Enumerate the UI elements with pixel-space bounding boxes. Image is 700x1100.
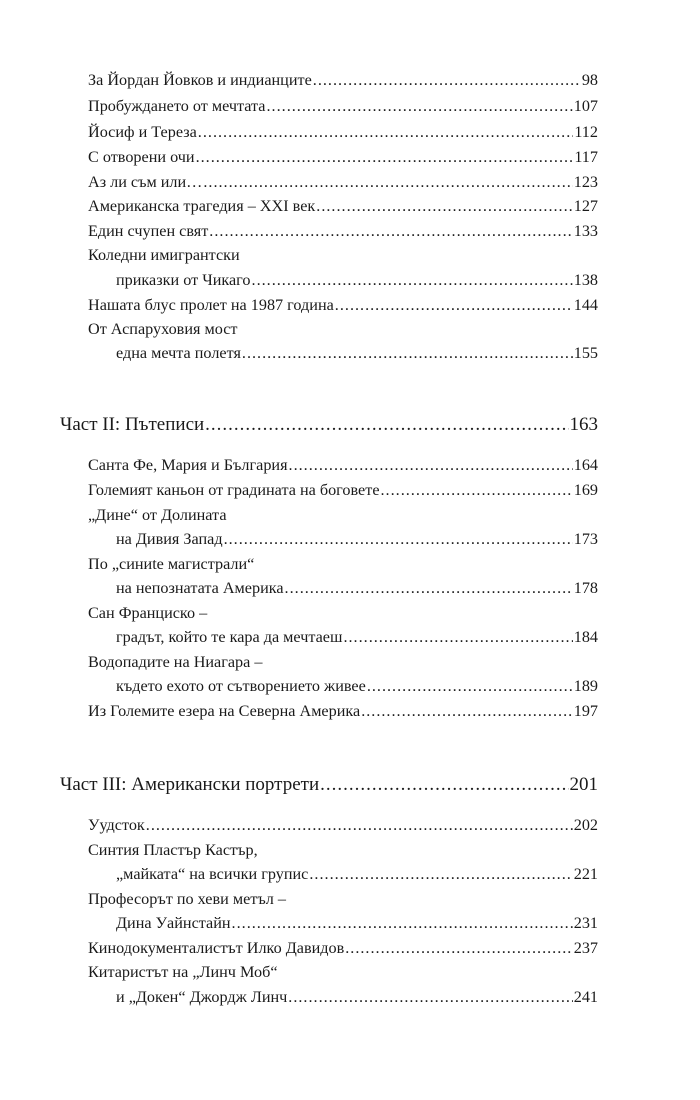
leader-dots: [381, 481, 573, 500]
part-heading-title: Част III: Американски портрети: [60, 774, 320, 795]
toc-entry-title-line1: Китаристът на „Линч Моб“: [88, 963, 278, 981]
part-heading-page: 163: [569, 414, 598, 435]
toc-entry-continuation[interactable]: [88, 628, 598, 654]
toc-entry-page: 112: [574, 123, 598, 141]
toc-entry-page: 164: [573, 456, 598, 474]
toc-entry-continuation[interactable]: [88, 271, 598, 297]
leader-dots: [196, 148, 574, 167]
leader-dots: [146, 816, 573, 835]
toc-entry-continuation[interactable]: [88, 677, 598, 703]
toc-entry-title-line1: От Аспаруховия мост: [88, 320, 238, 338]
toc-entry[interactable]: [88, 246, 598, 272]
toc-entry-title-line1: По „синиte магистрали“: [88, 555, 255, 573]
leader-dots: [285, 579, 573, 598]
toc-entry-title: Пробуждането от мечтата: [88, 97, 266, 115]
toc-entry-page: 221: [573, 865, 598, 883]
toc-entry-continuation[interactable]: [88, 344, 598, 370]
leader-dots: [252, 271, 573, 290]
toc-entry[interactable]: [88, 148, 598, 174]
leader-dots: [343, 628, 572, 647]
toc-entry-title: За Йордан Йовков и индианците: [88, 71, 312, 89]
toc-entry-page: 169: [573, 481, 598, 499]
toc-entry-title-line1: Синтия Пластър Кастър,: [88, 841, 258, 859]
leader-dots: [242, 344, 573, 363]
leader-dots: [288, 988, 572, 1007]
toc-entry-title-line1: Сан Франциско –: [88, 604, 208, 622]
toc-entry[interactable]: [88, 555, 598, 581]
toc-entry-continuation[interactable]: [88, 530, 598, 556]
toc-entry[interactable]: [88, 320, 598, 346]
toc-entry[interactable]: [88, 123, 598, 149]
toc-entry-page: 189: [573, 677, 598, 695]
leader-dots: [205, 414, 568, 436]
toc-entry-title-line1: Коледни имигрантски: [88, 246, 240, 264]
toc-entry-page: 133: [573, 222, 598, 240]
toc-entry[interactable]: [88, 604, 598, 630]
part-heading-title: Част II: Пътеписи: [60, 414, 205, 435]
toc-entry-page: 123: [573, 173, 598, 191]
toc-entry[interactable]: [88, 506, 598, 532]
toc-entry-title: Аз ли съм или…: [88, 173, 203, 191]
toc-entry-continuation[interactable]: [88, 914, 598, 940]
toc-entry[interactable]: [88, 841, 598, 867]
toc-entry[interactable]: [88, 296, 598, 322]
toc-entry-page: 155: [573, 344, 598, 362]
part-heading[interactable]: [60, 414, 598, 440]
leader-dots: [289, 456, 573, 475]
toc-entry-title-line1: Водопадите на Ниагара –: [88, 653, 263, 671]
toc-entry-title-line2: и „Докен“ Джордж Линч: [116, 988, 288, 1006]
toc-entry[interactable]: [88, 939, 598, 965]
toc-entry-page: 117: [574, 148, 598, 166]
leader-dots: [267, 97, 573, 116]
toc-entry-page: 98: [581, 71, 598, 89]
toc-entry-page: 144: [573, 296, 598, 314]
leader-dots: [345, 939, 572, 958]
toc-entry[interactable]: [88, 173, 598, 199]
leader-dots: [335, 296, 573, 315]
leader-dots: [361, 702, 573, 721]
toc-entry-page: 241: [573, 988, 598, 1006]
leader-dots: [232, 914, 573, 933]
toc-entry[interactable]: [88, 456, 598, 482]
toc-entry-title: Из Големите езера на Северна Америка: [88, 702, 361, 720]
toc-entry-title-line2: на непознатата Америка: [116, 579, 284, 597]
toc-entry-title: Големият каньон от градината на боговете: [88, 481, 380, 499]
toc-entry[interactable]: [88, 963, 598, 989]
part-heading-page: 201: [569, 774, 598, 795]
leader-dots: [320, 774, 568, 796]
leader-dots: [209, 222, 572, 241]
toc-entry-page: 138: [573, 271, 598, 289]
leader-dots: [367, 677, 573, 696]
toc-entry-title: Санта Фе, Мария и България: [88, 456, 288, 474]
toc-entry-title-line2: една мечта полетя: [116, 344, 241, 362]
toc-entry-title: Един счупен свят: [88, 222, 209, 240]
toc-entry-page: 237: [573, 939, 598, 957]
toc-entry-page: 231: [573, 914, 598, 932]
toc-entry-page: 127: [573, 197, 598, 215]
toc-entry-page: 178: [573, 579, 598, 597]
toc-entry[interactable]: [88, 702, 598, 728]
toc-entry-page: 202: [573, 816, 598, 834]
leader-dots: [313, 71, 581, 90]
toc-entry-title: Американска трагедия – XXI век: [88, 197, 316, 215]
toc-entry-page: 173: [573, 530, 598, 548]
toc-entry-page: 107: [573, 97, 598, 115]
toc-entry-title-line2: „майката“ на всички групис: [116, 865, 309, 883]
leader-dots: [224, 530, 573, 549]
toc-entry-page: 184: [573, 628, 598, 646]
part-heading[interactable]: [60, 774, 598, 800]
toc-entry[interactable]: [88, 890, 598, 916]
leader-dots: [203, 173, 572, 192]
toc-entry[interactable]: [88, 71, 598, 97]
toc-entry-title-line2: където ехото от сътворението живее: [116, 677, 366, 695]
toc-entry[interactable]: [88, 816, 598, 842]
toc-entry-title-line1: Професорът по хеви метъл –: [88, 890, 286, 908]
leader-dots: [316, 197, 572, 216]
toc-entry-continuation[interactable]: [88, 579, 598, 605]
leader-dots: [309, 865, 572, 884]
toc-entry-title: С отворени очи: [88, 148, 195, 166]
toc-entry[interactable]: [88, 197, 598, 223]
toc-entry-continuation[interactable]: [88, 988, 598, 1014]
toc-entry-page: 197: [573, 702, 598, 720]
leader-dots: [198, 123, 574, 142]
toc-entry-title-line2: на Дивия Запад: [116, 530, 223, 548]
toc-entry[interactable]: [88, 653, 598, 679]
toc-entry-title: Уудсток: [88, 816, 145, 834]
toc-entry-title: Нашата блус пролет на 1987 година: [88, 296, 334, 314]
toc-entry[interactable]: [88, 481, 598, 507]
toc-entry-title: Йосиф и Тереза: [88, 123, 197, 141]
toc-entry-title: Кинодокументалистът Илко Давидов: [88, 939, 345, 957]
toc-entry-title-line2: градът, който те кара да мечтаеш: [116, 628, 343, 646]
toc-entry[interactable]: [88, 222, 598, 248]
toc-entry-continuation[interactable]: [88, 865, 598, 891]
toc-entry-title-line2: Дина Уайнстайн: [116, 914, 231, 932]
toc-entry-title-line1: „Дине“ от Долината: [88, 506, 227, 524]
toc-entry[interactable]: [88, 97, 598, 123]
toc-entry-title-line2: приказки от Чикаго: [116, 271, 251, 289]
